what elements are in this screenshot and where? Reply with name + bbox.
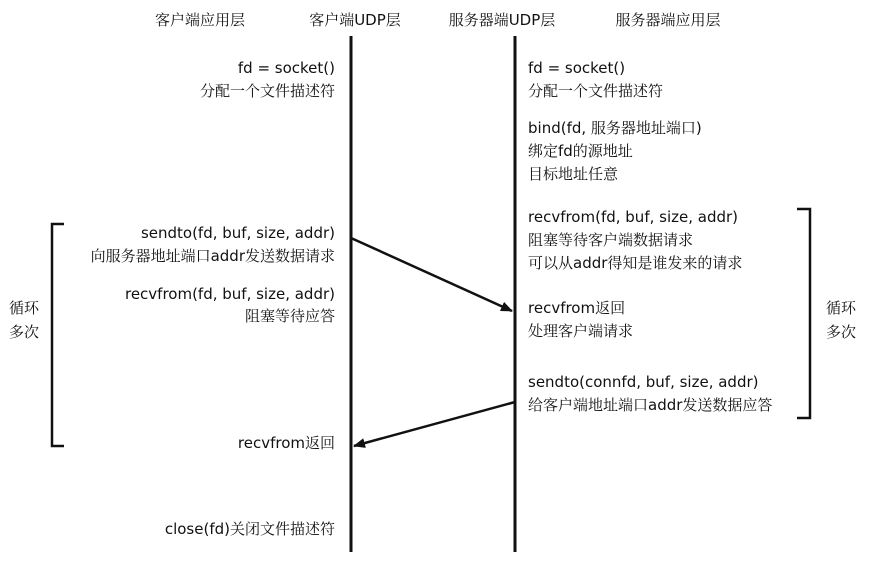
- client-sendto-desc: 向服务器地址端口addr发送数据请求: [90, 247, 335, 265]
- server-loop-bracket: [797, 209, 810, 418]
- client-close-call: close(fd)关闭文件描述符: [164, 520, 335, 538]
- server-sendto-desc: 给客户端地址端口addr发送数据应答: [528, 396, 773, 414]
- server-loop-label-2: 多次: [826, 323, 857, 341]
- server-sendto-call: sendto(connfd, buf, size, addr): [528, 373, 759, 391]
- client-recvfrom-call: recvfrom(fd, buf, size, addr): [124, 285, 335, 303]
- server-bind-call: bind(fd, 服务器地址端口): [528, 119, 702, 137]
- header-client-udp: 客户端UDP层: [309, 11, 401, 29]
- client-loop-label-1: 循环: [9, 299, 40, 317]
- reply-arrow: [354, 402, 515, 446]
- server-socket-call: fd = socket(): [528, 59, 626, 77]
- request-arrow: [351, 238, 512, 311]
- client-loop-label-2: 多次: [9, 323, 40, 341]
- header-server-app: 服务器端应用层: [615, 11, 721, 29]
- server-recvfrom-desc-2: 可以从addr得知是谁发来的请求: [528, 254, 743, 272]
- server-recvfrom-desc-1: 阻塞等待客户端数据请求: [528, 231, 694, 249]
- server-socket-desc: 分配一个文件描述符: [528, 82, 664, 100]
- client-recvfrom-desc: 阻塞等待应答: [244, 307, 335, 325]
- server-recvfrom-return: recvfrom返回: [528, 299, 626, 317]
- server-bind-desc-2: 目标地址任意: [528, 165, 619, 183]
- client-socket-call: fd = socket(): [237, 59, 335, 77]
- header-server-udp: 服务器端UDP层: [448, 11, 556, 29]
- client-recvfrom-return: recvfrom返回: [237, 434, 335, 452]
- server-bind-desc-1: 绑定fd的源地址: [528, 142, 633, 160]
- client-socket-desc: 分配一个文件描述符: [199, 82, 335, 100]
- server-process-desc: 处理客户端请求: [528, 322, 634, 340]
- client-sendto-call: sendto(fd, buf, size, addr): [140, 224, 335, 242]
- server-recvfrom-call: recvfrom(fd, buf, size, addr): [528, 208, 739, 226]
- header-client-app: 客户端应用层: [154, 11, 245, 29]
- server-loop-label-1: 循环: [826, 299, 857, 317]
